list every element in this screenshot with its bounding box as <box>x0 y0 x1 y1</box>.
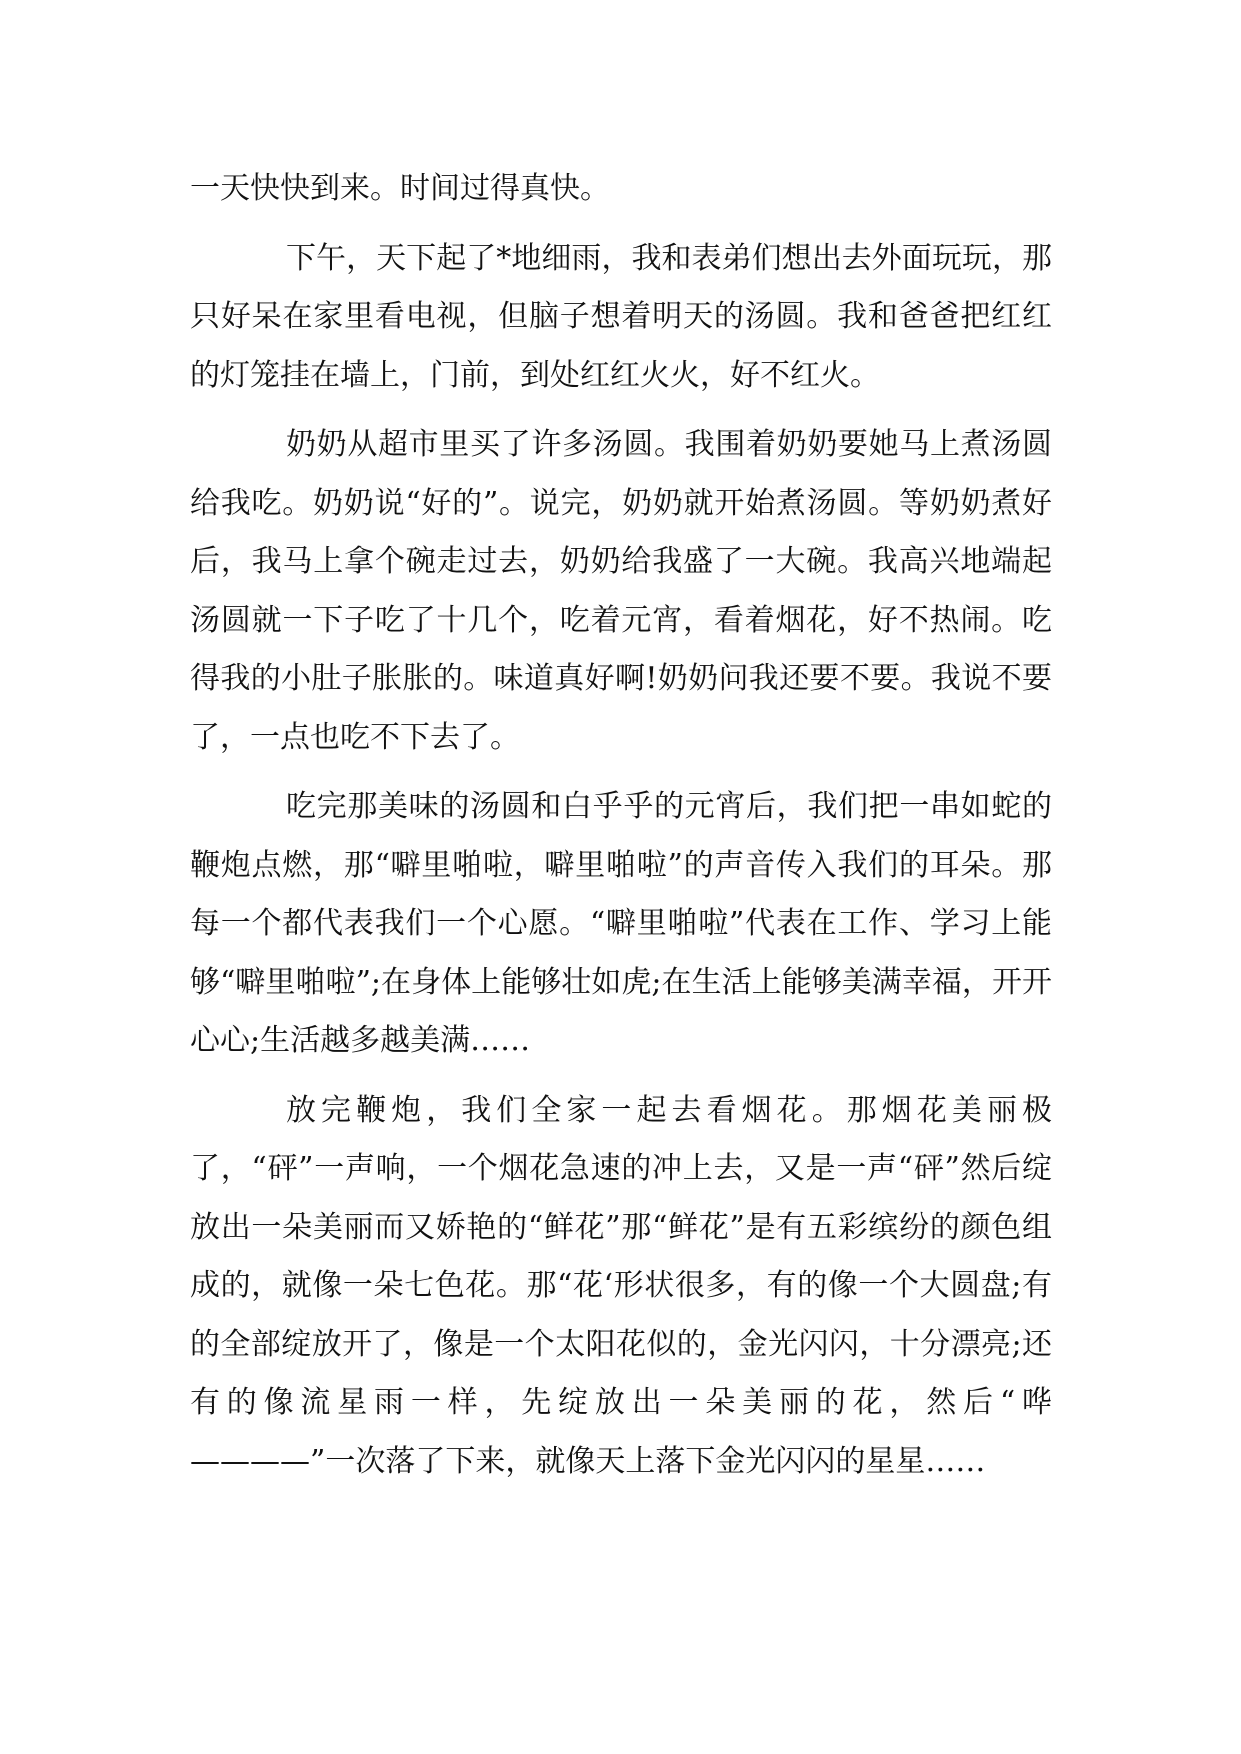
paragraph-2: 下午，天下起了*地细雨，我和表弟们想出去外面玩玩，那只好呆在家里看电视，但脑子想着明天的汤圆。我和爸爸把红红的灯笼挂在墙上，门前，到处红红火火，好不红火。 <box>190 240 1052 393</box>
paragraph-1: 一天快快到来。时间过得真快。 <box>190 171 610 206</box>
paragraph-5: 放完鞭炮，我们全家一起去看烟花。那烟花美丽极了，“砰”一声响，一个烟花急速的冲上去，又是一声“砰”然后绽放出一朵美丽而又娇艳的“鲜花”那“鲜花”是有五彩缤纷的颜色组成的，就像一朵七色花。那“花‘形状很多，有的像一个大圆盘;有的全部绽放开了，像是一个太阳花似的，金光闪闪，十分漂亮;还有的像流星雨一样，先绽放出一朵美丽的花，然后“哗————”一次落了下来，就像天上落下金光闪闪的星星…… <box>190 1092 1052 1479</box>
paragraph-3: 奶奶从超市里买了许多汤圆。我围着奶奶要她马上煮汤圆给我吃。奶奶说“好的”。说完，奶奶就开始煮汤圆。等奶奶煮好后，我马上拿个碗走过去，奶奶给我盛了一大碗。我高兴地端起汤圆就一下子吃了十几个，吃着元宵，看着烟花，好不热闹。吃得我的小肚子胀胀的。味道真好啊!奶奶问我还要不要。我说不要了，一点也吃不下去了。 <box>190 427 1052 755</box>
document-body <box>190 160 1052 1491</box>
paragraph-4: 吃完那美味的汤圆和白乎乎的元宵后，我们把一串如蛇的鞭炮点燃，那“噼里啪啦，噼里啪啦”的声音传入我们的耳朵。那每一个都代表我们一个心愿。“噼里啪啦”代表在工作、学习上能够“噼里啪啦”;在身体上能够壮如虎;在生活上能够美满幸福，开开心心;生活越多越美满…… <box>190 789 1052 1058</box>
